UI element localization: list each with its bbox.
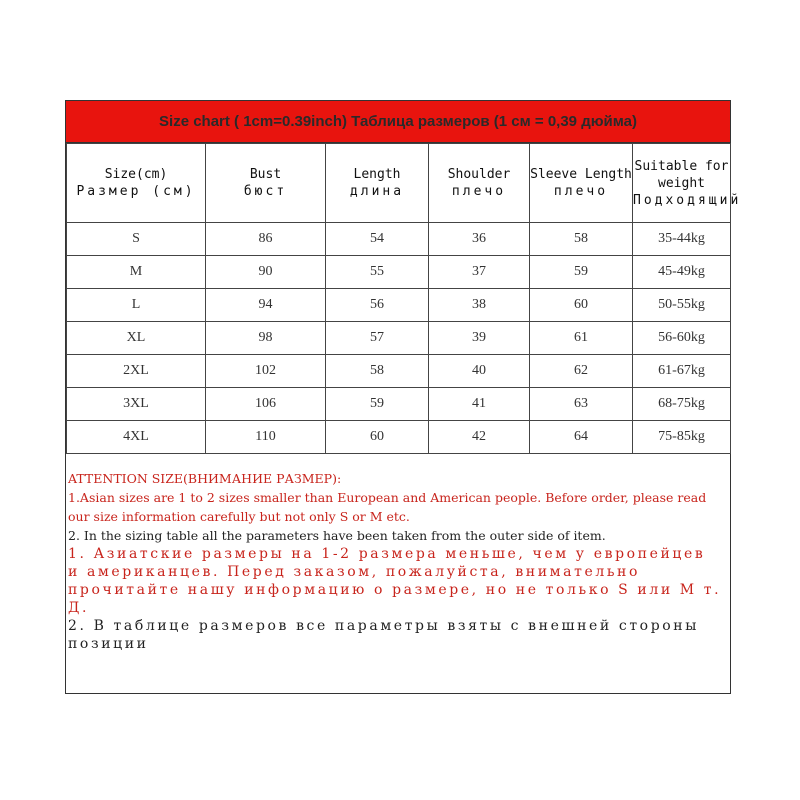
table-row xyxy=(67,256,731,289)
header-sleeve xyxy=(530,144,633,223)
note-1-ru: 1. Азиатские размеры на 1-2 размера меньше, чем у европейцев и американцев. Перед заказом, пожалуйста, внимательно прочитайте нашу информацию о размере, но не только S или M т. Д. xyxy=(68,546,722,616)
note-2-en: 2. In the sizing table all the parameters have been taken from the outer side of item. xyxy=(68,528,606,543)
cell-length: 55 xyxy=(326,256,429,289)
cell-size: M xyxy=(67,256,206,289)
cell-size: L xyxy=(67,289,206,322)
table-row xyxy=(67,322,731,355)
cell-shoulder: 36 xyxy=(429,223,530,256)
cell-weight: 56-60kg xyxy=(633,322,731,355)
cell-length: 54 xyxy=(326,223,429,256)
table-row xyxy=(67,223,731,256)
cell-size: 3XL xyxy=(67,388,206,421)
header-length-ru: длина xyxy=(349,184,405,199)
header-bust-en: Bust xyxy=(249,167,282,182)
cell-shoulder: 37 xyxy=(429,256,530,289)
cell-size: S xyxy=(67,223,206,256)
cell-sleeve: 59 xyxy=(530,256,633,289)
header-weight-en: Suitable for weight xyxy=(634,158,729,191)
note-1-en: 1.Asian sizes are 1 to 2 sizes smaller than European and American people. Before order, please read our size information carefully but not only S or M etc. xyxy=(68,490,707,524)
cell-weight: 68-75kg xyxy=(633,388,731,421)
size-notes xyxy=(68,469,724,653)
cell-bust: 90 xyxy=(206,256,326,289)
header-weight-ru: Подходящий xyxy=(633,192,742,208)
header-bust xyxy=(206,144,326,223)
cell-length: 59 xyxy=(326,388,429,421)
cell-length: 58 xyxy=(326,355,429,388)
cell-shoulder: 42 xyxy=(429,421,530,454)
cell-sleeve: 64 xyxy=(530,421,633,454)
cell-shoulder: 39 xyxy=(429,322,530,355)
cell-length: 60 xyxy=(326,421,429,454)
header-size xyxy=(67,144,206,223)
cell-bust: 98 xyxy=(206,322,326,355)
cell-size: 2XL xyxy=(67,355,206,388)
cell-weight: 75-85kg xyxy=(633,421,731,454)
chart-title: Size chart ( 1cm=0.39inch) Таблица размеров (1 см = 0,39 дюйма) xyxy=(66,101,730,143)
header-shoulder-en: Shoulder xyxy=(447,167,511,182)
cell-length: 57 xyxy=(326,322,429,355)
header-bust-ru: бюст xyxy=(243,184,288,199)
table-row xyxy=(67,388,731,421)
cell-bust: 110 xyxy=(206,421,326,454)
note-2-ru: 2. В таблице размеров все параметры взяты с внешней стороны позиции xyxy=(68,618,699,652)
header-size-en: Size(cm) xyxy=(104,167,168,182)
table-row xyxy=(67,289,731,322)
header-weight xyxy=(633,144,742,223)
cell-shoulder: 38 xyxy=(429,289,530,322)
size-chart xyxy=(65,100,742,694)
header-sleeve-ru: плечо xyxy=(553,184,609,199)
cell-bust: 102 xyxy=(206,355,326,388)
cell-length: 56 xyxy=(326,289,429,322)
header-shoulder xyxy=(429,144,530,223)
cell-shoulder: 41 xyxy=(429,388,530,421)
cell-sleeve: 58 xyxy=(530,223,633,256)
header-length-en: Length xyxy=(353,167,401,182)
cell-sleeve: 62 xyxy=(530,355,633,388)
cell-bust: 94 xyxy=(206,289,326,322)
cell-weight: 35-44kg xyxy=(633,223,731,256)
cell-shoulder: 40 xyxy=(429,355,530,388)
cell-size: 4XL xyxy=(67,421,206,454)
cell-size: XL xyxy=(67,322,206,355)
table-header-row xyxy=(67,144,731,223)
table-row xyxy=(67,421,731,454)
cell-bust: 106 xyxy=(206,388,326,421)
attention-heading: ATTENTION SIZE(ВНИМАНИЕ РАЗМЕР): xyxy=(68,471,342,486)
cell-weight: 61-67kg xyxy=(633,355,731,388)
cell-bust: 86 xyxy=(206,223,326,256)
header-length xyxy=(326,144,429,223)
header-shoulder-ru: плечо xyxy=(451,184,507,199)
table-row xyxy=(67,355,731,388)
header-size-ru: Размер (см) xyxy=(76,184,196,199)
cell-sleeve: 61 xyxy=(530,322,633,355)
cell-sleeve: 63 xyxy=(530,388,633,421)
size-table xyxy=(66,143,742,454)
cell-weight: 45-49kg xyxy=(633,256,731,289)
cell-weight: 50-55kg xyxy=(633,289,731,322)
header-sleeve-en: Sleeve Length xyxy=(530,167,632,182)
cell-sleeve: 60 xyxy=(530,289,633,322)
